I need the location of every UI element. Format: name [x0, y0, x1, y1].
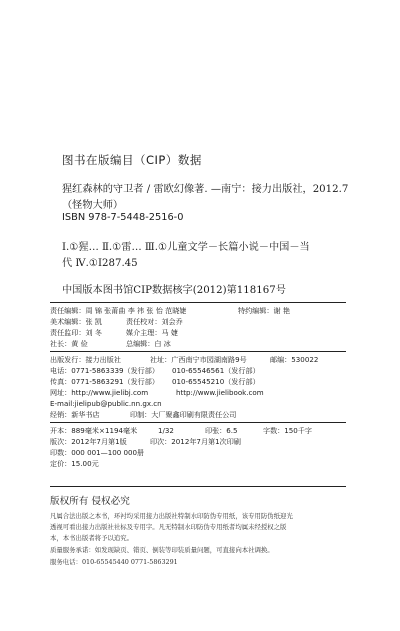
publisher-address: 社址：广西南宁市园湖南路9号 — [150, 355, 247, 364]
media-manager: 媒介主理：马 婕 — [126, 328, 178, 337]
printing: 印次：2012年7月第1次印刷 — [150, 437, 241, 446]
cip-record-number: 中国版本图书馆CIP数据核字(2012)第118167号 — [62, 285, 286, 296]
cip-classification-line: Ⅰ.①猩… Ⅱ.①雷… Ⅲ.①儿童文学－长篇小说－中国－当 — [62, 242, 310, 253]
divider-rights — [50, 486, 346, 487]
rights-heading: 版权所有 侵权必究 — [50, 496, 130, 507]
print-run: 印数：000 001—100 000册 — [50, 448, 145, 457]
distributor: 经销：新华书店 — [50, 410, 100, 419]
edition: 版次：2012年7月第1版 — [50, 437, 127, 446]
website-main: http://www.jielibook.com — [176, 388, 264, 397]
proofreader: 责任校对：刘会乔 — [126, 317, 183, 326]
special-editor: 特约编辑：谢 艳 — [238, 306, 290, 315]
postal-code: 邮编：530022 — [270, 355, 319, 364]
responsible-editors: 责任编辑：周 锦 张莆曲 李 祎 张 怡 范晓婕 — [50, 306, 187, 315]
email: E-mail:jielipub@public.nn.gx.cn — [50, 399, 162, 408]
printer: 印制：大厂聚鑫印刷有限责任公司 — [130, 410, 237, 419]
phone-beijing: 010-65546561（发行部） — [172, 366, 260, 375]
print-supervisor: 责任监印：刘 冬 — [50, 328, 102, 337]
art-editor: 美术编辑：张 凯 — [50, 317, 102, 326]
watermark-notice-2: 透视可看出接力出版社社标及专用字。凡无特制水印防伪专用纸者均属未经授权之版 — [50, 523, 287, 531]
divider-middle — [50, 351, 346, 352]
editor-in-chief: 总编辑：白 冰 — [126, 339, 171, 348]
format-size: 开本：889毫米×1194毫米 — [50, 426, 138, 435]
cip-heading: 图书在版编目（CIP）数据 — [62, 153, 202, 167]
word-count: 字数：150千字 — [263, 426, 313, 435]
divider-top — [50, 302, 346, 303]
cip-series-line: （怪物大师） — [62, 200, 124, 211]
watermark-notice-1: 凡属合法出版之本书，环衬均采用接力出版社特制水印防伪专用纸，该专用防伪纸迎光 — [50, 512, 293, 520]
format-fold: 1/32 — [158, 426, 174, 435]
president: 社长：黄 俭 — [50, 339, 88, 348]
fax-nanning: 传真：0771-5863291（发行部） — [50, 377, 159, 386]
cip-classification-line-2: 代 Ⅳ.①I287.45 — [62, 258, 138, 269]
website-beijing: 网址：http://www.jielibj.com — [50, 388, 149, 397]
publisher: 出版发行：接力出版社 — [50, 355, 121, 364]
service-phone: 服务电话：010-65545440 0771-5863291 — [50, 558, 178, 566]
cip-isbn: ISBN 978-7-5448-2516-0 — [62, 212, 184, 223]
phone-nanning: 电话：0771-5863339（发行部） — [50, 366, 159, 375]
fax-beijing: 010-65545210（发行部） — [172, 377, 260, 386]
price: 定价：15.00元 — [50, 459, 99, 468]
divider-lower — [50, 422, 346, 423]
cip-bibliographic-line: 猩红森林的守卫者 / 雷欧幻像著. —南宁：接力出版社，2012.7 — [62, 184, 349, 195]
watermark-notice-3: 本，本书出版者将予以追究。 — [50, 534, 134, 542]
quality-promise: 质量服务承诺：如发现缺页、错页、倒装等印装质量问题，可直接向本社调换。 — [50, 546, 274, 554]
printed-sheets: 印张：6.5 — [205, 426, 238, 435]
